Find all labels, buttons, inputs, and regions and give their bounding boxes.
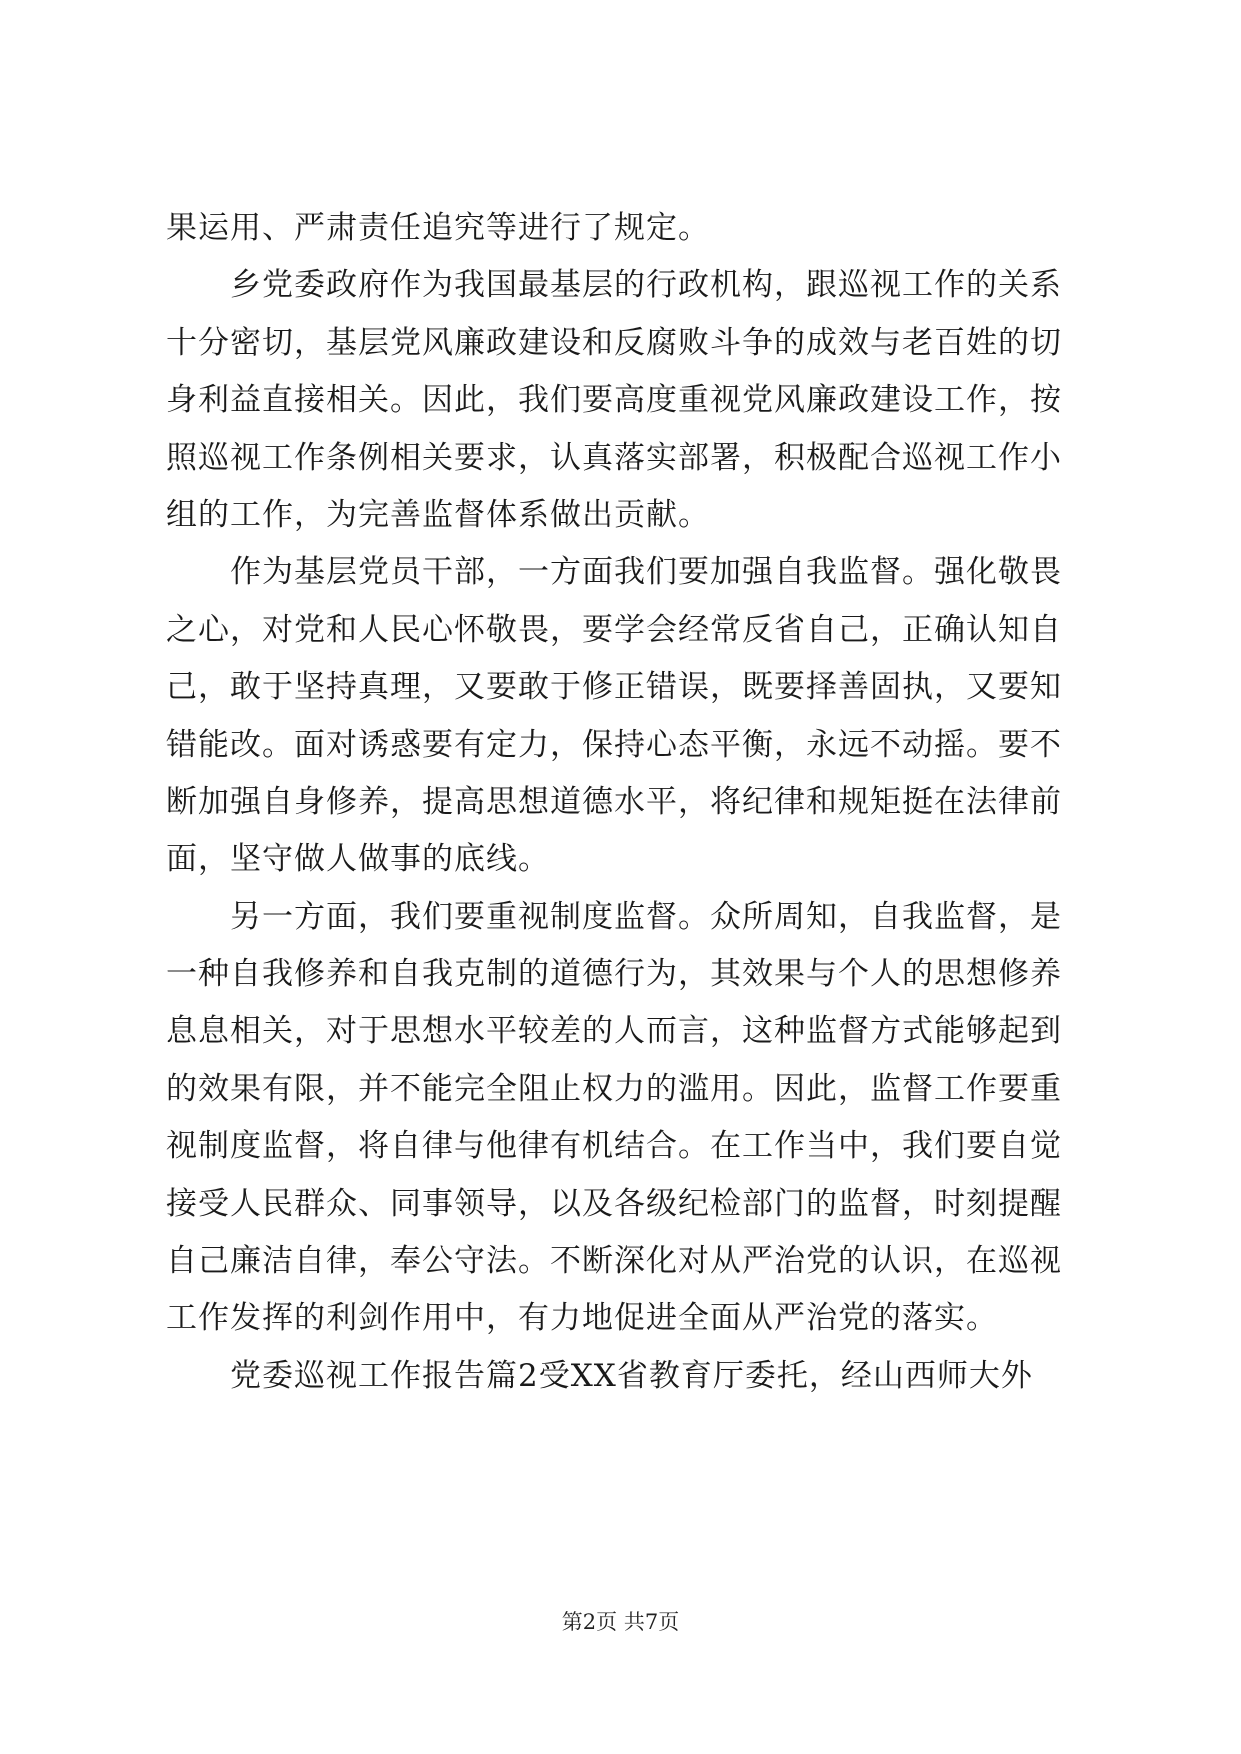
text-line: 另一方面，我们要重视制度监督。众所周知，自我监督，是 [166, 898, 1062, 935]
page-number: 第2页 共7页 [561, 1610, 680, 1634]
text-line: 错能改。面对诱惑要有定力，保持心态平衡，永远不动摇。要不 [166, 726, 1062, 763]
text-line: 党委巡视工作报告篇2受XX省教育厅委托，经山西师大外 [166, 1357, 1033, 1394]
text-line: 十分密切，基层党风廉政建设和反腐败斗争的成效与老百姓的切 [166, 324, 1062, 361]
text-line: 视制度监督，将自律与他律有机结合。在工作当中，我们要自觉 [166, 1128, 1062, 1165]
text-line: 身利益直接相关。因此，我们要高度重视党风廉政建设工作，按 [166, 382, 1062, 419]
text-line: 乡党委政府作为我国最基层的行政机构，跟巡视工作的关系 [166, 267, 1062, 304]
text-line: 一种自我修养和自我克制的道德行为，其效果与个人的思想修养 [166, 956, 1062, 993]
text-line: 断加强自身修养，提高思想道德水平，将纪律和规矩挺在法律前 [166, 783, 1062, 820]
text-line: 自己廉洁自律，奉公守法。不断深化对从严治党的认识，在巡视 [166, 1243, 1062, 1280]
text-line: 工作发挥的利剑作用中，有力地促进全面从严治党的落实。 [166, 1300, 998, 1337]
text-line: 息息相关，对于思想水平较差的人而言，这种监督方式能够起到 [166, 1013, 1062, 1050]
text-line: 接受人民群众、同事领导，以及各级纪检部门的监督，时刻提醒 [166, 1185, 1062, 1222]
text-line: 己，敢于坚持真理，又要敢于修正错误，既要择善固执，又要知 [166, 669, 1062, 706]
text-line: 的效果有限，并不能完全阻止权力的滥用。因此，监督工作要重 [166, 1070, 1062, 1107]
body-text [166, 200, 1086, 1405]
text-line: 组的工作，为完善监督体系做出贡献。 [166, 496, 710, 533]
text-line: 之心，对党和人民心怀敬畏，要学会经常反省自己，正确认知自 [166, 611, 1062, 648]
page-footer [0, 1606, 1241, 1636]
text-line: 照巡视工作条例相关要求，认真落实部署，积极配合巡视工作小 [166, 439, 1062, 476]
text-line: 面，坚守做人做事的底线。 [166, 841, 550, 878]
text-line: 作为基层党员干部，一方面我们要加强自我监督。强化敬畏 [166, 554, 1062, 591]
text-line: 果运用、严肃责任追究等进行了规定。 [166, 210, 710, 246]
